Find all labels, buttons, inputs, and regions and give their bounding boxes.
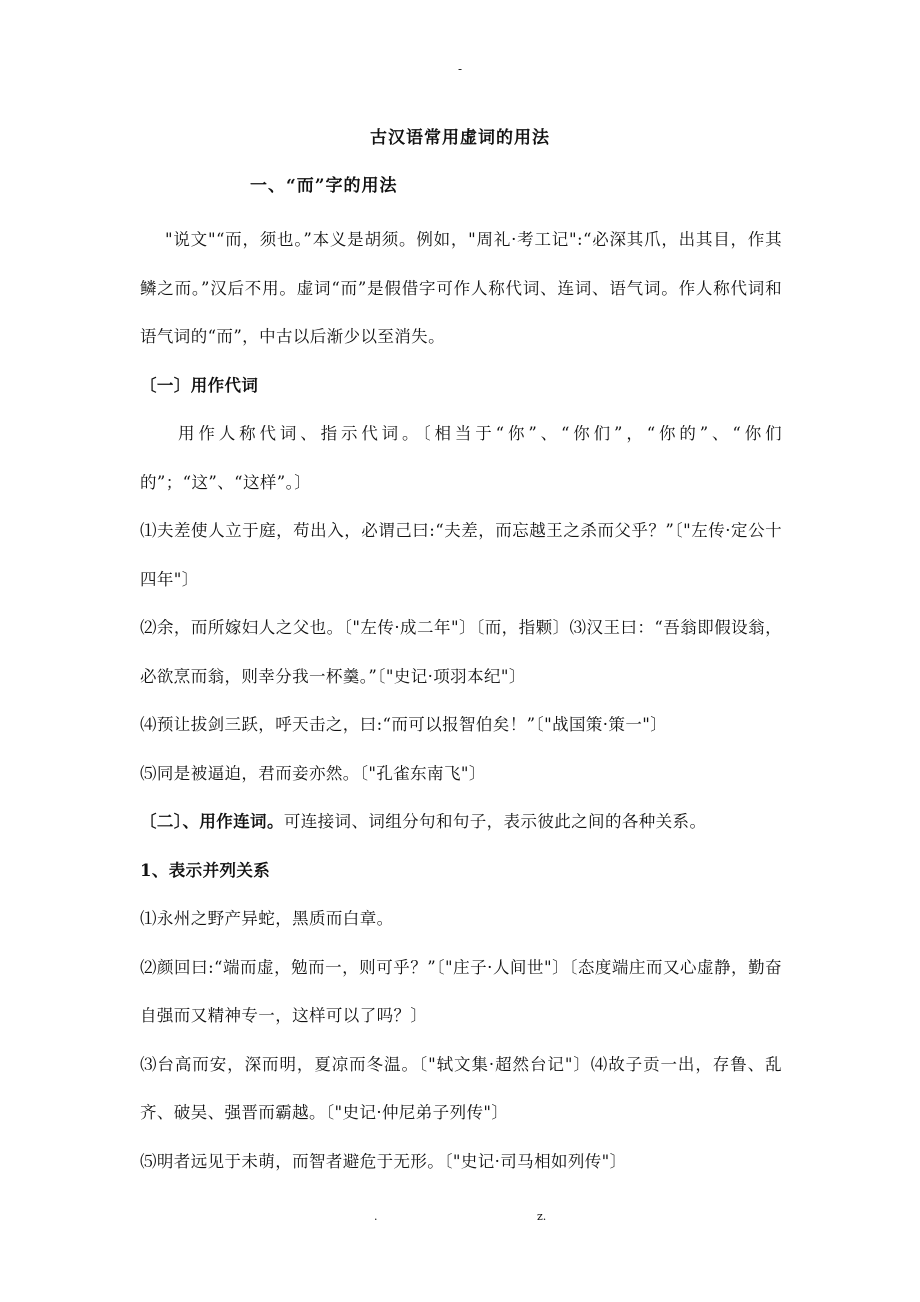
- header-mark: -: [457, 62, 463, 76]
- footer-left-mark: .: [374, 1210, 378, 1223]
- pronoun-description: 用作人称代词、指示代词。〔相当于“你”、“你们”，“你的”、“你们的”；“这”、“这样”。〕: [140, 424, 782, 492]
- example-paragraph: ⑴夫差使人立于庭，苟出入，必谓己曰:“夫差，而忘越王之杀而父乎？”〔"左传·定公十四年"〕: [140, 521, 782, 589]
- subsection-heading-pronoun: 〔一〕用作代词: [140, 375, 259, 395]
- intro-paragraph: "说文"“而，须也。”本义是胡须。例如，"周礼·考工记":“必深其爪，出其目，作其鳞之而。”汉后不用。虚词“而”是假借字可作人称代词、连词、语气词。作人称代词和语气词的“而”，中古以后渐少以至消失。: [140, 230, 782, 346]
- conjunction-description: 可连接词、词组分句和句子，表示彼此之间的各种关系。: [283, 812, 707, 831]
- subsection-heading-conjunction: 〔二〕、用作连词。: [140, 812, 284, 831]
- body-text: [140, 216, 782, 1186]
- footer-right-mark: z.: [537, 1210, 547, 1223]
- example-paragraph: ⑶台高而安，深而明，夏凉而冬温。〔"轼文集·超然台记"〕⑷故子贡一出，存鲁、乱齐、破吴、强晋而霸越。〔"史记·仲尼弟子列传"〕: [140, 1054, 782, 1122]
- page-title: 古汉语常用虚词的用法: [370, 128, 550, 148]
- example-paragraph: ⑵余，而所嫁妇人之父也。〔"左传·成二年"〕〔而，指颗〕⑶汉王曰：“吾翁即假设翁，必欲烹而翁，则幸分我一杯羹。”〔"史记·项羽本纪"〕: [140, 618, 782, 686]
- example-paragraph: ⑴永州之野产异蛇，黑质而白章。: [140, 909, 394, 928]
- example-paragraph: ⑷预让拔剑三跃，呼天击之，曰:“而可以报智伯矣！”〔"战国策·策一"〕: [140, 715, 668, 734]
- example-paragraph: ⑵颜回曰:“端而虚，勉而一，则可乎？”〔"庄子·人间世"〕〔态度端庄而又心虚静，勤奋自强而又精神专一，这样可以了吗？〕: [140, 957, 782, 1025]
- subheading-parallel: 1、表示并列关系: [140, 860, 271, 880]
- example-paragraph: ⑸明者远见于未萌，而智者避危于无形。〔"史记·司马相如列传"〕: [140, 1151, 627, 1171]
- example-paragraph: ⑸同是被逼迫，君而妾亦然。〔"孔雀东南飞"〕: [140, 763, 486, 783]
- page-footer: [0, 1210, 920, 1226]
- conjunction-paragraph: [140, 798, 782, 847]
- section-heading: 一、“而”字的用法: [250, 176, 398, 196]
